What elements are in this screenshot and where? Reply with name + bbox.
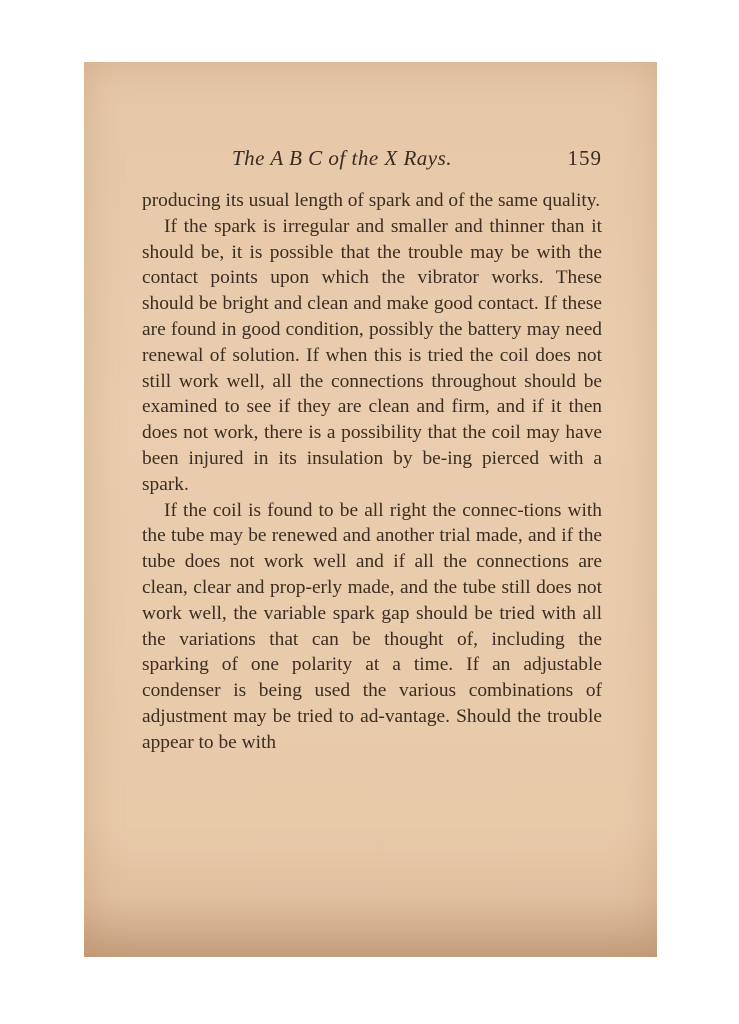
book-page <box>84 62 657 957</box>
paragraph-3: If the coil is found to be all right the connec-tions with the tube may be renewed and another trial made, and if the tube does not work well and if all the connections are clean, clear and prop-erly made, and the tube still does not work well, the variable spark gap should be tried with all the variations that can be thought of, including the sparking of one polarity at a time. If an adjustable condenser is being used the various combinations of adjustment may be tried to ad-vantage. Should the trouble appear to be with <box>142 499 602 753</box>
body-text <box>142 188 602 756</box>
page-number: 159 <box>567 146 602 170</box>
paragraph-2: If the spark is irregular and smaller and thinner than it should be, it is possible that the trouble may be with the contact points upon which the vibrator works. These should be bright and clean and make good contact. If these are found in good condition, possibly the battery may need renewal of solution. If when this is tried the coil does not still work well, all the connections throughout should be examined to see if they are clean and firm, and if it then does not work, there is a possibility that the coil may have been injured in its insulation by be-ing pierced with a spark. <box>142 215 602 495</box>
page-header <box>142 146 602 176</box>
paragraph-1: producing its usual length of spark and of the same quality. <box>142 190 601 211</box>
running-title: The A B C of the X Rays. <box>232 146 453 170</box>
